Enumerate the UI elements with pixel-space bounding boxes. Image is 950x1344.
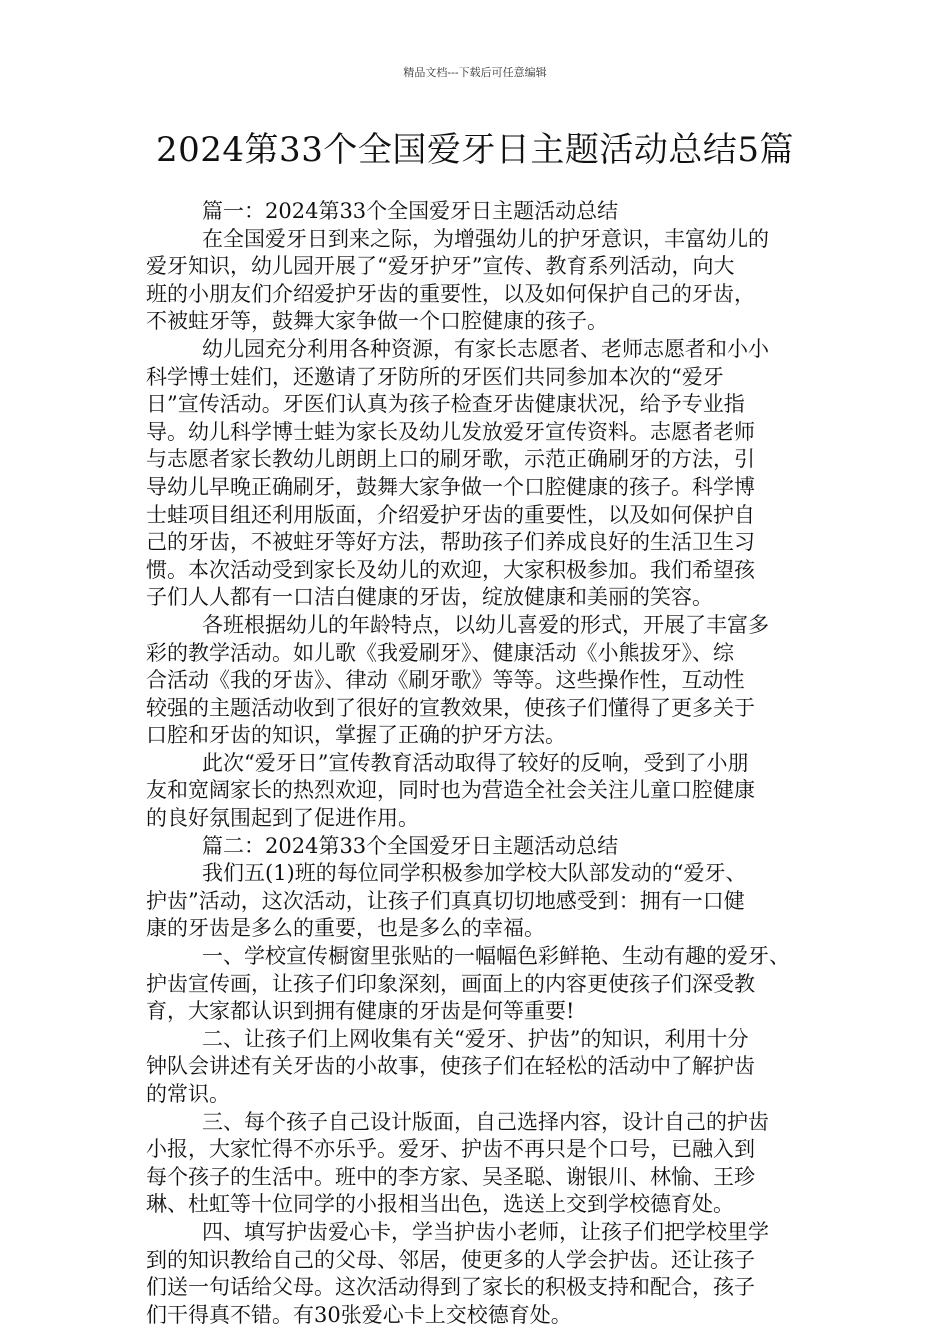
body-text-line: 四、填写护齿爱心卡，学当护齿小老师，让孩子们把学校里学 [202, 1219, 769, 1244]
body-text-line: 的良好氛围起到了促进作用。 [146, 806, 419, 831]
body-text-line: 篇二：2024第33个全国爱牙日主题活动总结 [202, 833, 619, 858]
body-text-line: 惯。本次活动受到家长及幼儿的欢迎，大家积极参加。我们希望孩 [146, 557, 755, 582]
body-text-line: 导幼儿早晚正确刷牙，鼓舞大家争做一个口腔健康的孩子。科学博 [146, 474, 755, 499]
body-text-line: 合活动《我的牙齿》、律动《刷牙歌》等等。这些操作性，互动性 [146, 668, 745, 693]
body-text-line: 在全国爱牙日到来之际，为增强幼儿的护牙意识，丰富幼儿的 [202, 226, 769, 251]
body-text-line: 康的牙齿是多么的重要，也是多么的幸福。 [146, 916, 545, 941]
body-text-line: 彩的教学活动。如儿歌《我爱刷牙》、健康活动《小熊拔牙》、综 [146, 640, 734, 665]
body-text-line: 一、学校宣传橱窗里张贴的一幅幅色彩鲜艳、生动有趣的爱牙、 [202, 944, 790, 969]
body-text-line: 护齿”活动，这次活动，让孩子们真真切切地感受到：拥有一口健 [146, 888, 745, 913]
body-text-line: 我们五(1)班的每位同学积极参加学校大队部发动的“爱牙、 [202, 861, 747, 886]
body-text-line: 班的小朋友们介绍爱护牙齿的重要性，以及如何保护自己的牙齿， [146, 281, 755, 306]
body-text-line: 篇一：2024第33个全国爱牙日主题活动总结 [202, 199, 619, 223]
body-text-line: 与志愿者家长教幼儿朗朗上口的刷牙歌，示范正确刷牙的方法，引 [146, 447, 755, 472]
body-text-line: 育，大家都认识到拥有健康的牙齿是何等重要! [146, 999, 575, 1024]
body-text-line: 士蛙项目组还利用版面，介绍爱护牙齿的重要性，以及如何保护自 [146, 502, 755, 527]
body-text-line: 二、让孩子们上网收集有关“爱牙、护齿”的知识，利用十分 [202, 1026, 749, 1051]
body-text-line: 小报，大家忙得不亦乐乎。爱牙、护齿不再只是个口号，已融入到 [146, 1137, 755, 1162]
document-body [146, 198, 812, 1329]
body-text-line: 到的知识教给自己的父母、邻居，使更多的人学会护齿。还让孩子 [146, 1247, 755, 1272]
body-text-line: 此次“爱牙日”宣传教育活动取得了较好的反响，受到了小朋 [202, 750, 749, 775]
body-text-line: 三、每个孩子自己设计版面，自己选择内容，设计自己的护齿 [202, 1109, 769, 1134]
body-text-line: 每个孩子的生活中。班中的李方家、吴圣聪、谢银川、林愉、王珍 [146, 1164, 755, 1189]
body-text-line: 友和宽阔家长的热烈欢迎，同时也为营造全社会关注儿童口腔健康 [146, 778, 755, 803]
body-text-line: 琳、杜虹等十位同学的小报相当出色，选送上交到学校德育处。 [146, 1192, 734, 1217]
body-text-line: 导。幼儿科学博士蛙为家长及幼儿发放爱牙宣传资料。志愿者老师 [146, 419, 755, 444]
body-text-line: 们送一句话给父母。这次活动得到了家长的积极支持和配合，孩子 [146, 1275, 755, 1300]
body-text-line: 护齿宣传画，让孩子们印象深刻，画面上的内容更使孩子们深受教 [146, 971, 755, 996]
document-title: 2024第33个全国爱牙日主题活动总结5篇 [156, 130, 794, 170]
body-text-line: 的常识。 [146, 1082, 230, 1106]
body-text-line: 钟队会讲述有关牙齿的小故事，使孩子们在轻松的活动中了解护齿 [146, 1054, 755, 1079]
body-text-line: 日”宣传活动。牙医们认真为孩子检查牙齿健康状况，给予专业指 [146, 392, 745, 417]
body-text-line: 爱牙知识，幼儿园开展了“爱牙护牙”宣传、教育系列活动，向大 [146, 254, 735, 279]
body-text-line: 科学博士娃们，还邀请了牙防所的牙医们共同参加本次的“爱牙 [146, 364, 724, 389]
page-header-watermark: 精品文档---下载后可任意编辑 [403, 66, 547, 79]
body-text-line: 们干得真不错。有30张爱心卡上交校德育处。 [146, 1302, 572, 1327]
body-text-line: 己的牙齿，不被蛀牙等好方法，帮助孩子们养成良好的生活卫生习 [146, 530, 755, 555]
body-text-line: 口腔和牙齿的知识，掌握了正确的护牙方法。 [146, 723, 566, 748]
body-text-line: 各班根据幼儿的年龄特点，以幼儿喜爱的形式，开展了丰富多 [202, 612, 769, 637]
body-text-line: 不被蛀牙等，鼓舞大家争做一个口腔健康的孩子。 [146, 309, 608, 334]
body-text-line: 较强的主题活动收到了很好的宣教效果，使孩子们懂得了更多关于 [146, 695, 755, 720]
body-text-line: 幼儿园充分利用各种资源，有家长志愿者、老师志愿者和小小 [202, 336, 769, 361]
body-text-line: 子们人人都有一口洁白健康的牙齿，绽放健康和美丽的笑容。 [146, 585, 713, 610]
